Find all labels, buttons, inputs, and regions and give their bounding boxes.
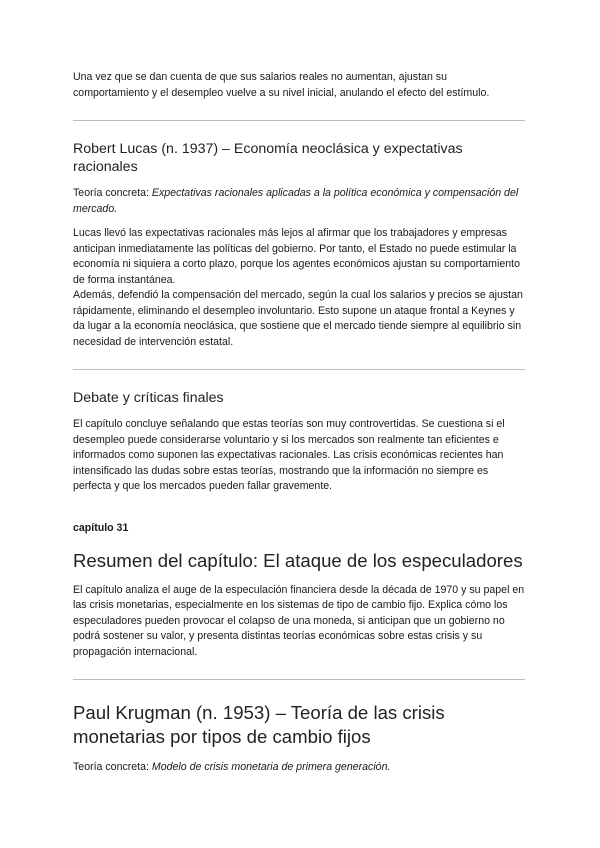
- chapter-label: capítulo 31: [73, 521, 129, 534]
- concrete-label: Teoría concreta:: [73, 761, 149, 773]
- lucas-heading: Robert Lucas (n. 1937) – Economía neoclásica y expectativas racionales: [73, 141, 463, 175]
- concrete-label: Teoría concreta:: [73, 187, 149, 199]
- lucas-concrete-theory: [73, 186, 525, 217]
- debate-paragraph: El capítulo concluye señalando que estas teorías son muy controvertidas. Se cuestiona si el desempleo puede considerarse voluntario y si los mercados son realmente tan eficientes e informados como suponen las expectativas racionales. Las crisis económicas recientes han intensificado las dudas sobre estas teorías, mostrando que la información no siempre es perfecta y que los mercados pueden fallar gravemente.: [73, 418, 505, 492]
- intro-paragraph: Una vez que se dan cuenta de que sus salarios reales no aumentan, ajustan su comportamiento y el desempleo vuelve a su nivel inicial, anulando el efecto del estímulo.: [73, 71, 490, 99]
- concrete-text: Modelo de crisis monetaria de primera generación.: [151, 761, 391, 773]
- lucas-paragraph-2: Además, defendió la compensación del mercado, según la cual los salarios y precios se ajustan rápidamente, eliminando el desempleo involuntario. Esto supone un ataque frontal a Keynes y da lugar a la economía neoclásica, que sostiene que el mercado tiende siempre al equilibrio sin necesidad de intervención estatal.: [73, 289, 523, 348]
- section-divider: [73, 679, 525, 680]
- document-page: [73, 70, 525, 776]
- section-divider: [73, 120, 525, 121]
- section-divider: [73, 369, 525, 370]
- debate-heading: Debate y críticas finales: [73, 390, 224, 406]
- krugman-concrete-theory: [73, 760, 525, 776]
- chapter-title: Resumen del capítulo: El ataque de los especuladores: [73, 549, 523, 571]
- lucas-paragraph-1: Lucas llevó las expectativas racionales más lejos al afirmar que los trabajadores y empresas anticipan inmediatamente las políticas del gobierno. Por tanto, el Estado no puede estimular la economía ni siquiera a corto plazo, porque los agentes económicos ajustan su comportamiento de forma instantánea.: [73, 227, 520, 286]
- concrete-text: Expectativas racionales aplicadas a la política económica y compensación del mercado.: [73, 187, 519, 215]
- krugman-heading: Paul Krugman (n. 1953) – Teoría de las crisis monetarias por tipos de cambio fijos: [73, 702, 445, 747]
- chapter-paragraph: El capítulo analiza el auge de la especulación financiera desde la década de 1970 y su papel en las crisis monetarias, especialmente en los sistemas de tipo de cambio fijo. Explica cómo los especuladores pueden provocar el colapso de una moneda, si anticipan que un gobierno no podrá sostener su valor, y presenta distintas teorías económicas sobre estas crisis y su propagación internacional.: [73, 583, 525, 658]
